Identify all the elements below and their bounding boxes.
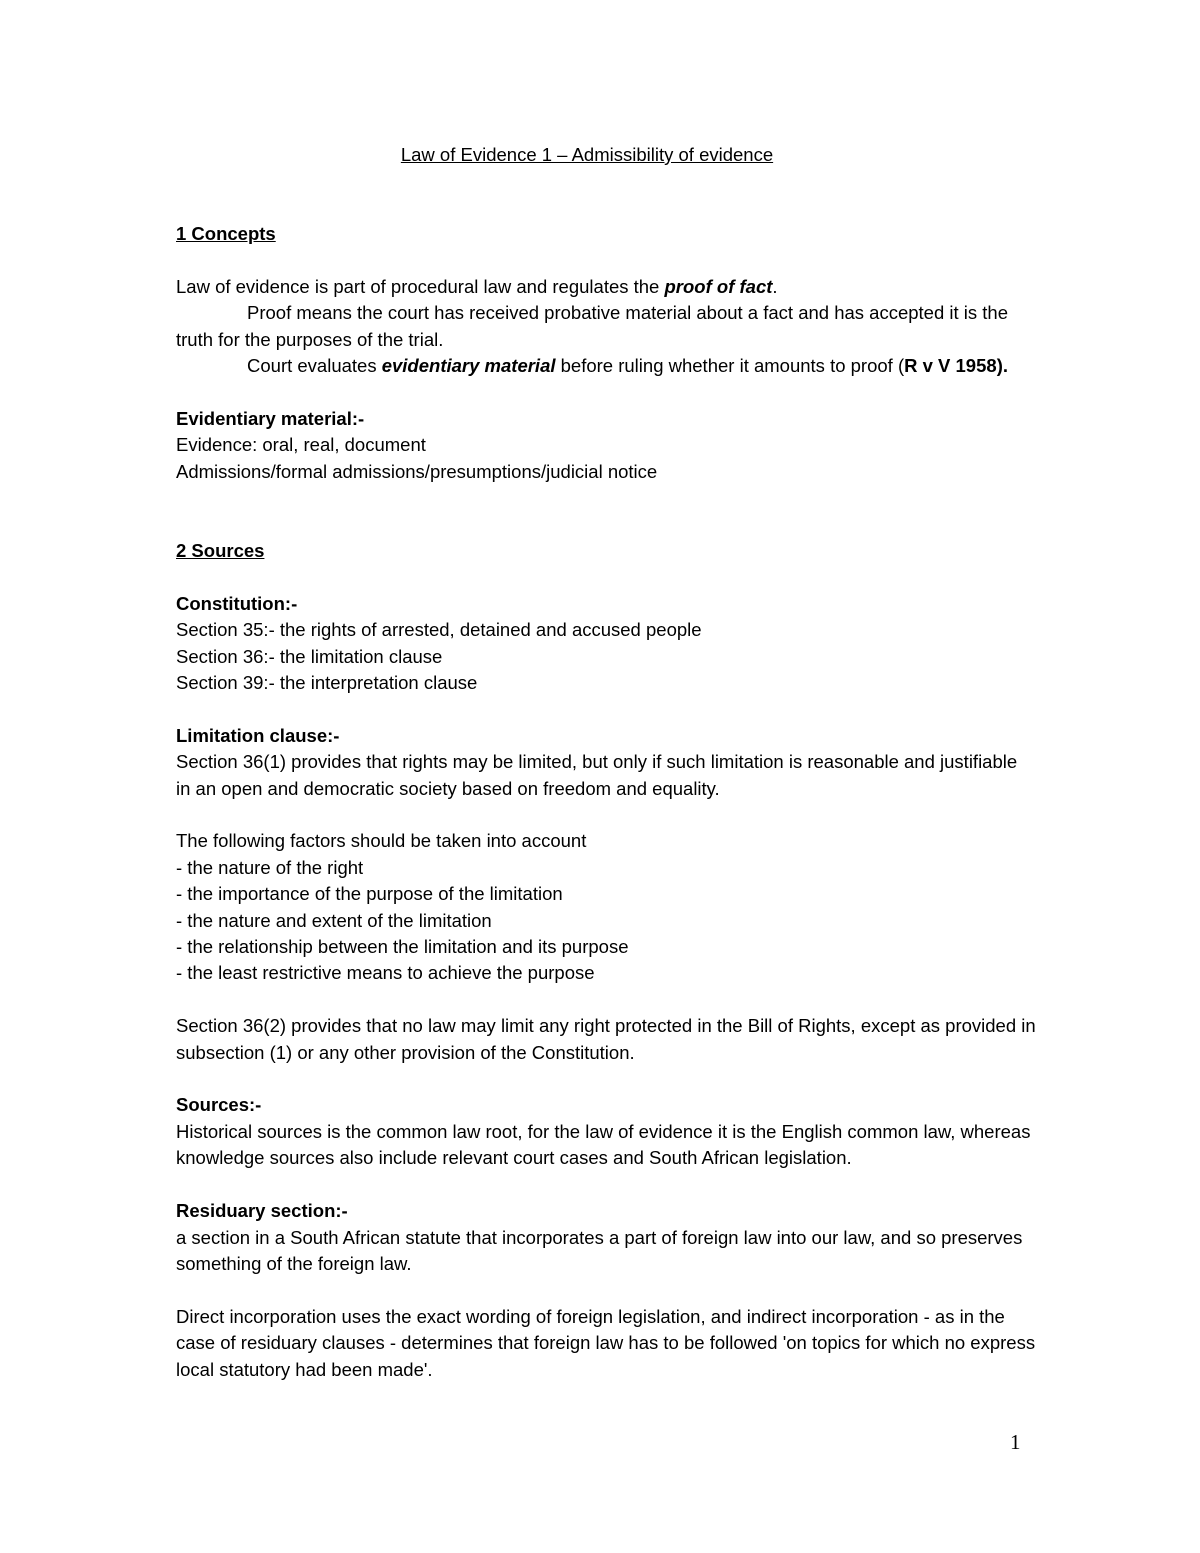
list-item: Evidence: oral, real, document <box>176 434 426 456</box>
list-item: Admissions/formal admissions/presumptions/judicial notice <box>176 460 658 482</box>
paragraph-law-of-evidence: Law of evidence is part of procedural law and regulates the proof of fact. <box>176 276 778 297</box>
subheading-residuary-section: Residuary section:- <box>176 1200 348 1222</box>
paragraph-proof-means: Proof means the court has received probative material about a fact and has accepted it is the truth for the purposes of the trial. <box>176 302 1008 350</box>
paragraph-sources: Historical sources is the common law root, for the law of evidence it is the English common law, whereas knowledge sources also include relevant court cases and South African legislation. <box>176 1120 1031 1169</box>
list-item: - the nature and extent of the limitation <box>176 909 492 931</box>
emphasis-proof-of-fact: proof of fact <box>664 276 773 297</box>
list-item: - the relationship between the limitation and its purpose <box>176 936 629 958</box>
page-number: 1 <box>1010 1430 1021 1454</box>
list-item: - the nature of the right <box>176 856 364 878</box>
list-item: Section 39:- the interpretation clause <box>176 672 478 694</box>
list-item: Section 36:- the limitation clause <box>176 645 443 667</box>
paragraph-court-evaluates: Court evaluates evidentiary material before ruling whether it amounts to proof (R v V 1958). <box>247 355 1008 377</box>
document-body <box>176 142 1036 1383</box>
paragraph-residuary: a section in a South African statute that incorporates a part of foreign law into our law, and so preserves something of the foreign law. <box>176 1226 1023 1274</box>
subheading-sources: Sources:- <box>176 1094 262 1116</box>
subheading-limitation-clause: Limitation clause:- <box>176 724 340 746</box>
section-heading-concepts: 1 Concepts <box>176 223 276 245</box>
subheading-evidentiary-material: Evidentiary material:- <box>176 408 365 430</box>
paragraph-incorporation: Direct incorporation uses the exact wording of foreign legislation, and indirect incorporation - as in the case of residuary clauses - determines that foreign law has to be followed 'on topics for which no express local statutory had been made'. <box>176 1305 1036 1380</box>
paragraph-section-36-2: Section 36(2) provides that no law may limit any right protected in the Bill of Rights, except as provided in subsection (1) or any other provision of the Constitution. <box>176 1015 1036 1063</box>
emphasis-evidentiary-material: evidentiary material <box>381 355 556 377</box>
list-item: - the least restrictive means to achieve the purpose <box>176 962 595 984</box>
subheading-constitution: Constitution:- <box>176 592 298 614</box>
paragraph-section-36-1: Section 36(1) provides that rights may be limited, but only if such limitation is reasonable and justifiable in an open and democratic society based on freedom and equality. <box>176 751 1018 799</box>
list-item: Section 35:- the rights of arrested, detained and accused people <box>176 619 702 641</box>
case-citation: R v V 1958 <box>904 355 997 377</box>
document-title: Law of Evidence 1 – Admissibility of evidence <box>400 144 774 165</box>
section-heading-sources: 2 Sources <box>176 540 265 562</box>
paragraph-factors-intro: The following factors should be taken into account <box>176 830 587 852</box>
list-item: - the importance of the purpose of the limitation <box>176 883 563 905</box>
